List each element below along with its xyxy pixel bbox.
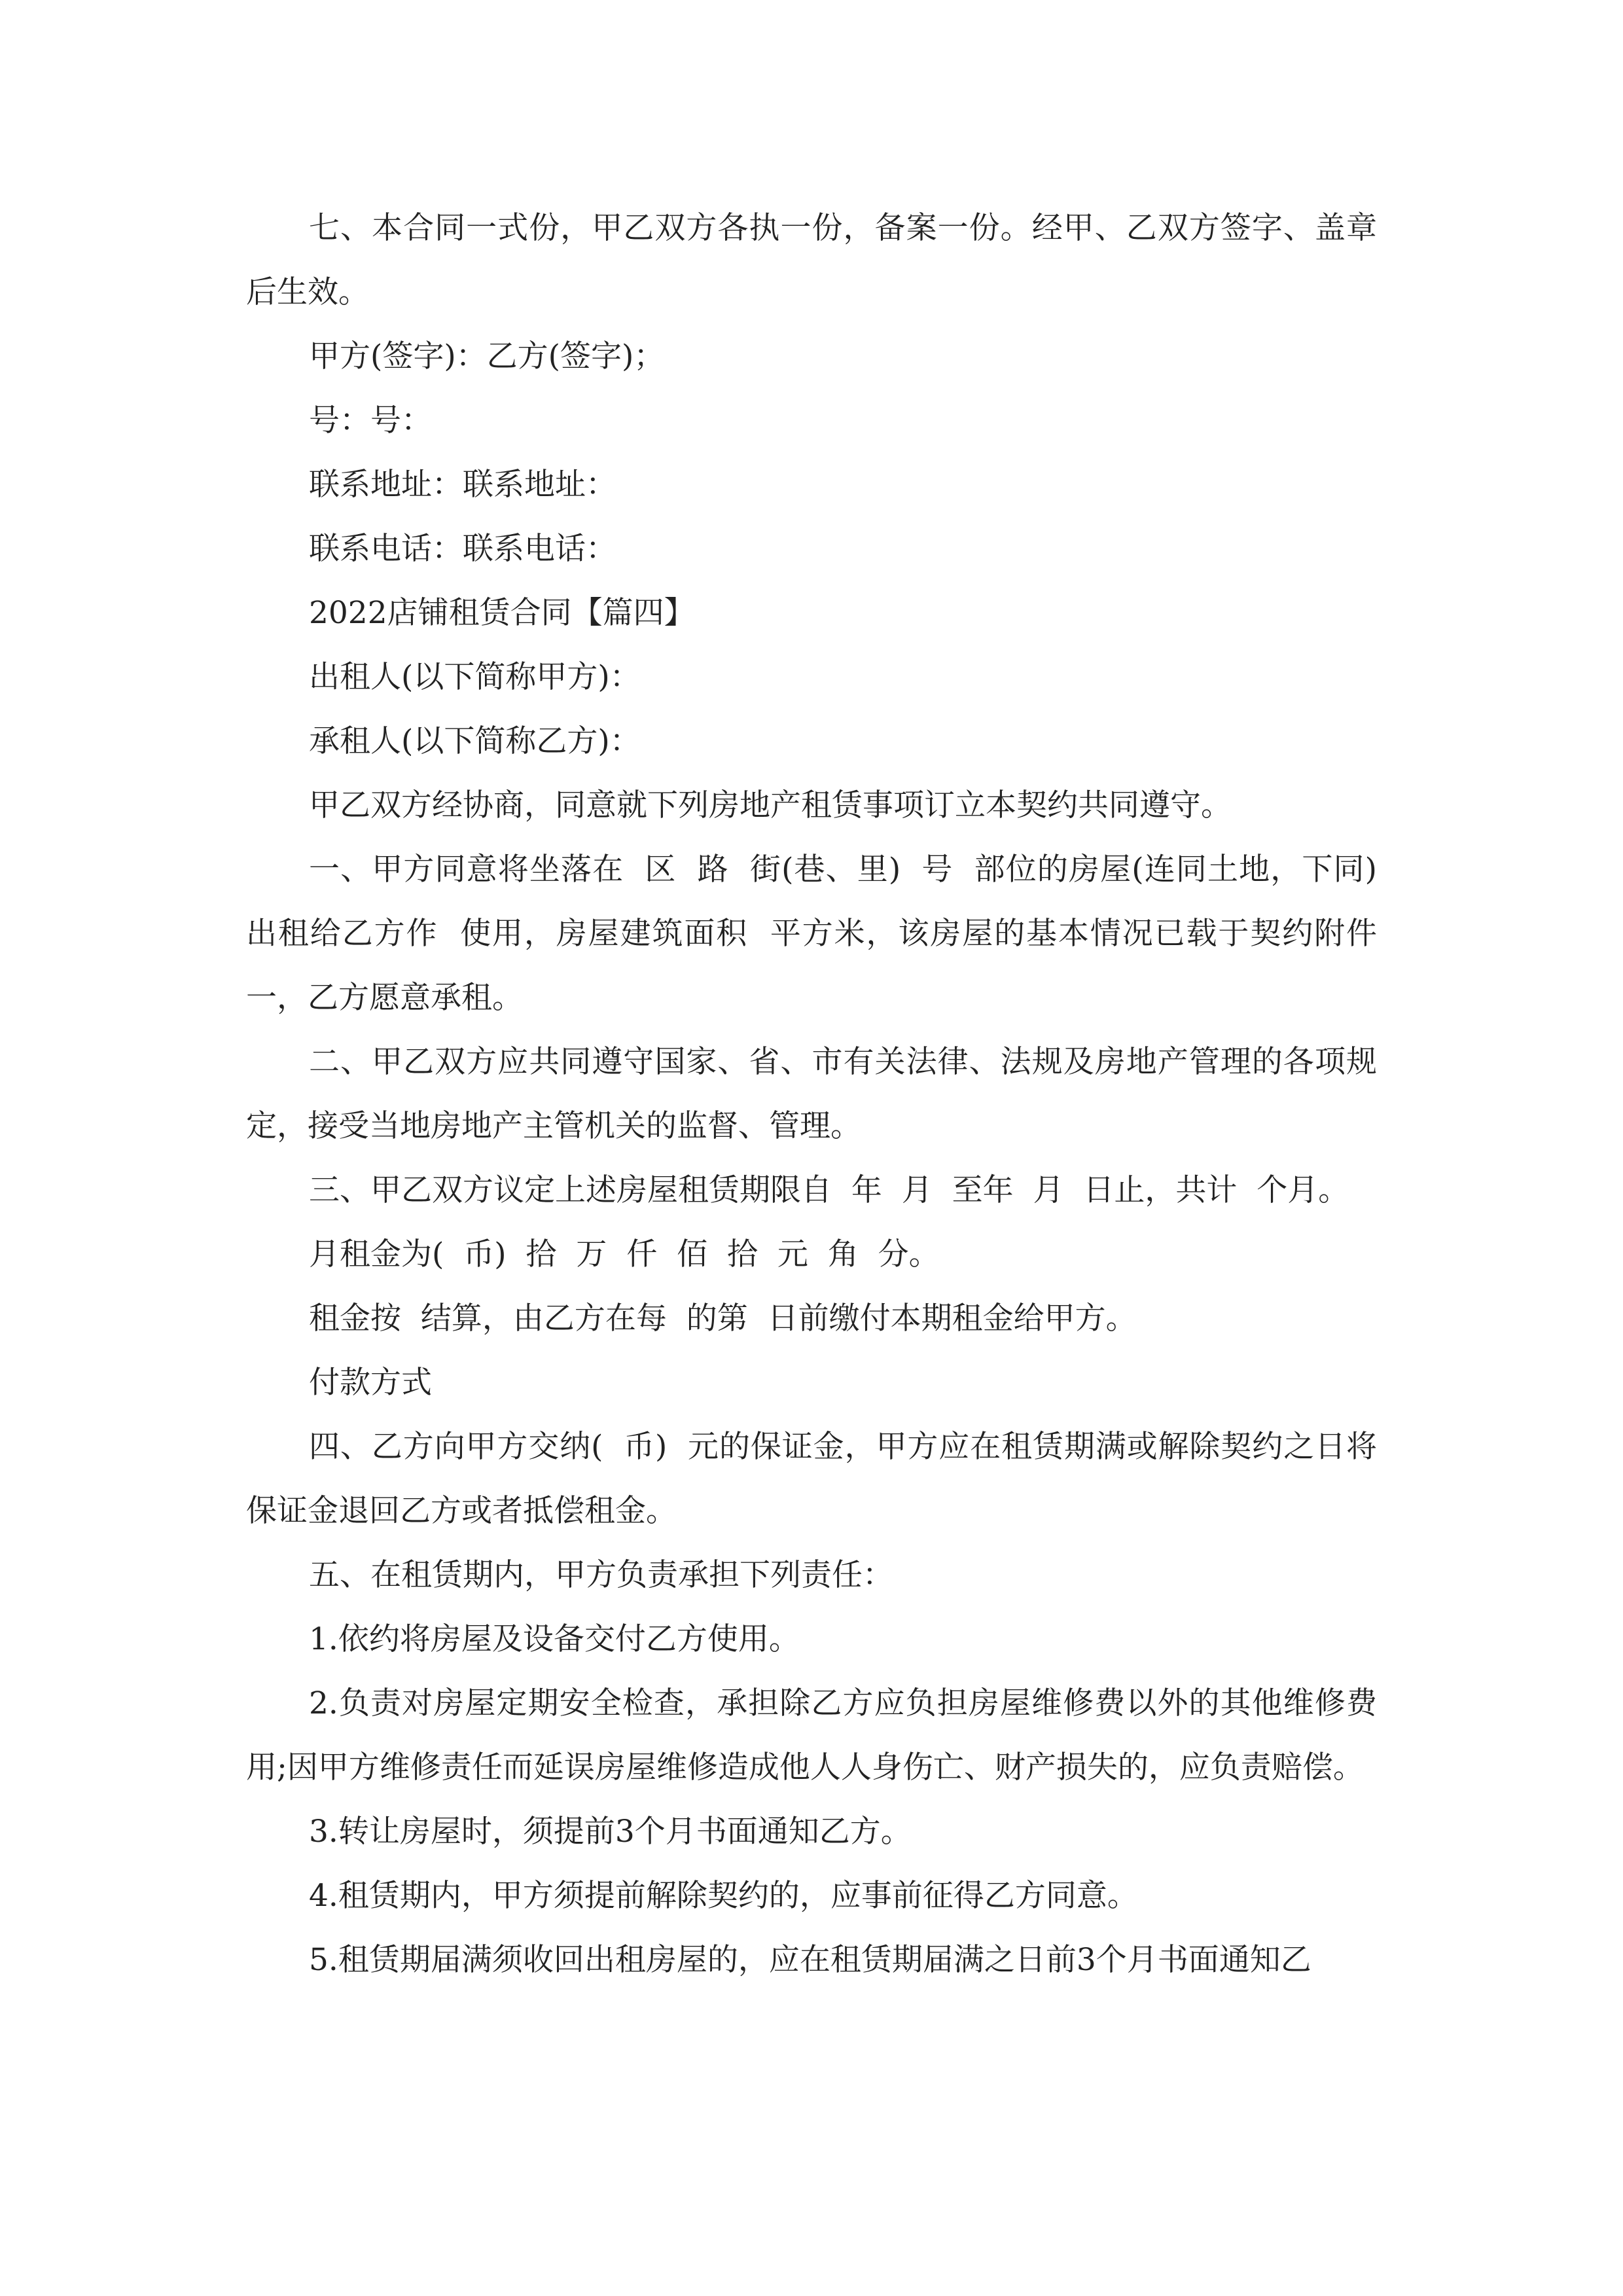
responsibility-5: 5.租赁期届满须收回出租房屋的，应在租赁期届满之日前3个月书面通知乙 [309, 1942, 1311, 1978]
responsibility-1: 1.依约将房屋及设备交付乙方使用。 [309, 1621, 800, 1657]
rent-settlement: 租金按 结算，由乙方在每 的第 日前缴付本期租金给甲方。 [309, 1300, 1137, 1336]
signature-line: 甲方(签字)：乙方(签字)； [309, 338, 665, 374]
monthly-rent: 月租金为( 币) 拾 万 仟 佰 拾 元 角 分。 [309, 1236, 940, 1272]
clause-four: 四、乙方向甲方交纳( 币) 元的保证金，甲方应在租赁期满或解除契约之日将保证金退回乙方或者抵偿租金。 [246, 1429, 1377, 1529]
section-title: 2022店铺租赁合同【篇四】 [309, 595, 695, 631]
clause-five: 五、在租赁期内，甲方负责承担下列责任： [309, 1557, 893, 1593]
responsibility-3: 3.转让房屋时，须提前3个月书面通知乙方。 [309, 1814, 912, 1850]
clause-seven: 七、本合同一式份，甲乙双方各执一份，备案一份。经甲、乙双方签字、盖章后生效。 [246, 210, 1377, 310]
responsibility-4: 4.租赁期内，甲方须提前解除契约的，应事前征得乙方同意。 [309, 1878, 1138, 1914]
clause-three: 三、甲乙双方议定上述房屋租赁期限自 年 月 至年 月 日止，共计 个月。 [309, 1172, 1349, 1208]
preamble: 甲乙双方经协商，同意就下列房地产租赁事项订立本契约共同遵守。 [309, 787, 1232, 823]
phone-line: 联系电话：联系电话： [309, 531, 616, 567]
document-body [246, 196, 1377, 1992]
id-number-line: 号：号： [309, 403, 432, 439]
clause-one: 一、甲方同意将坐落在 区 路 街(巷、里) 号 部位的房屋(连同土地，下同)出租给乙方作 使用，房屋建筑面积 平方米，该房屋的基本情况已载于契约附件一，乙方愿意承租。 [246, 852, 1377, 1016]
lessee-line: 承租人(以下简称乙方)： [309, 723, 641, 759]
responsibility-2: 2.负责对房屋定期安全检查，承担除乙方应负担房屋维修费以外的其他维修费用;因甲方维修责任而延误房屋维修造成他人人身伤亡、财产损失的，应负责赔偿。 [246, 1685, 1377, 1785]
payment-method: 付款方式 [309, 1365, 432, 1401]
clause-two: 二、甲乙双方应共同遵守国家、省、市有关法律、法规及房地产管理的各项规定，接受当地房地产主管机关的监督、管理。 [246, 1044, 1377, 1144]
address-line: 联系地址：联系地址： [309, 467, 616, 503]
lessor-line: 出租人(以下简称甲方)： [309, 659, 641, 695]
